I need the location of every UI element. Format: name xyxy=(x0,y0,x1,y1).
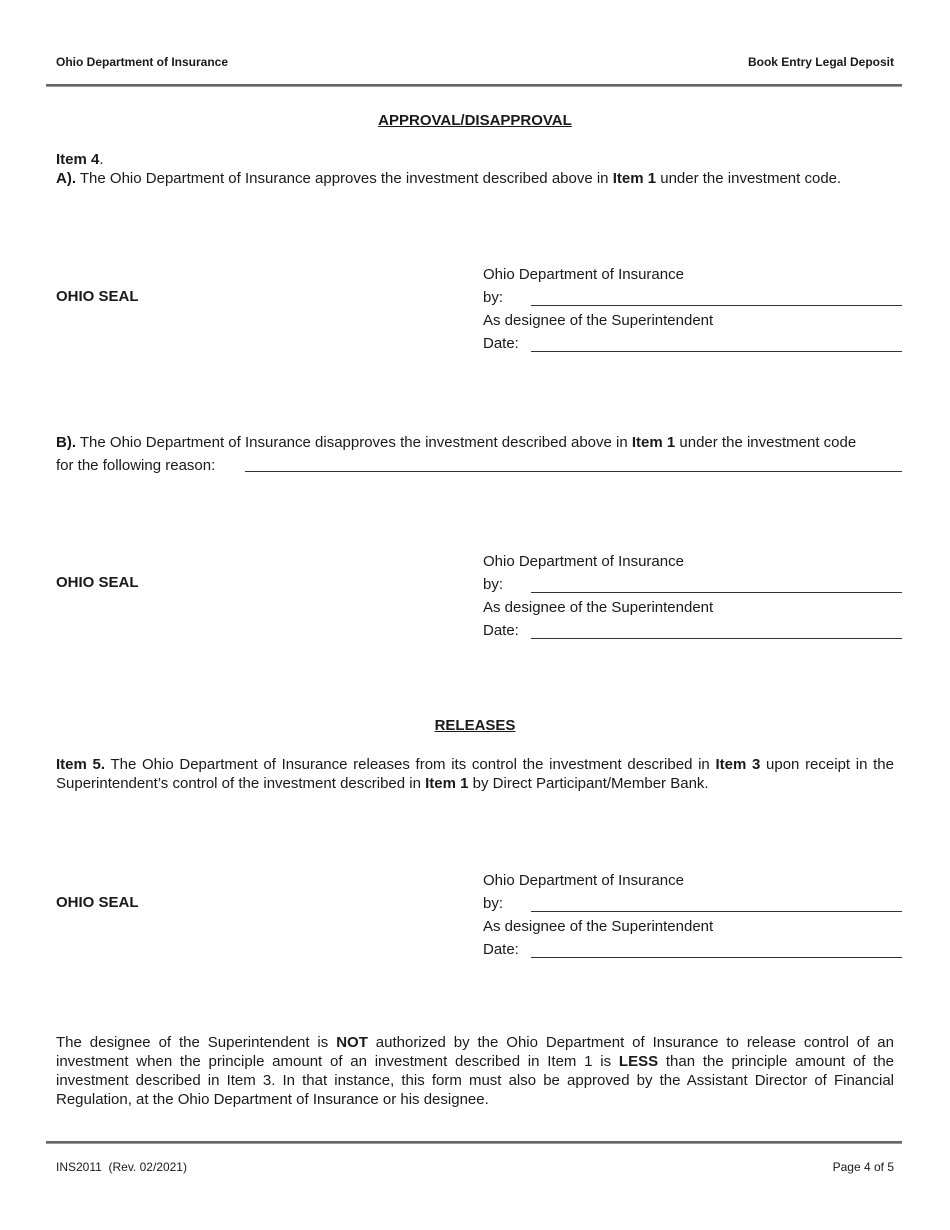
disapproval-reason-field[interactable] xyxy=(245,471,902,472)
item4-paragraph xyxy=(56,150,894,188)
approval-a-label: A). xyxy=(56,170,76,187)
approval-b-text-1: The Ohio Department of Insurance disapproves the investment described above in xyxy=(76,434,632,451)
footer-divider xyxy=(46,1141,902,1144)
sig1-by-label: by: xyxy=(483,289,504,306)
item4-label: Item 4 xyxy=(56,151,100,168)
approval-b-label: B). xyxy=(56,434,76,451)
ohio-seal-2: OHIO SEAL xyxy=(56,574,139,591)
sig1-date-field[interactable] xyxy=(531,351,902,352)
item5-text-3: by Direct Participant/Member Bank. xyxy=(468,775,709,792)
sig2-date-label: Date: xyxy=(483,622,519,639)
approval-a-text-2: under the investment code. xyxy=(656,170,842,187)
footer-form-id: INS2011 (Rev. 02/2021) xyxy=(56,1160,187,1174)
item5-text-1: The Ohio Department of Insurance releases from its control the investment described in xyxy=(105,756,716,773)
sig3-date-label: Date: xyxy=(483,941,519,958)
sig2-by-label: by: xyxy=(483,576,504,593)
designee-notice xyxy=(56,1033,894,1109)
item5-text-2: upon receipt in the Superintendent’s control of the investment described in xyxy=(56,756,894,792)
ohio-seal-3: OHIO SEAL xyxy=(56,894,139,911)
ohio-seal-1: OHIO SEAL xyxy=(56,288,139,305)
sig1-date-label: Date: xyxy=(483,335,519,352)
item5-label: Item 5. xyxy=(56,756,106,773)
sig1-designee: As designee of the Superintendent xyxy=(483,312,714,329)
item5-item3: Item 3 xyxy=(715,756,761,773)
header-form-title: Book Entry Legal Deposit xyxy=(747,55,894,69)
sig3-org: Ohio Department of Insurance xyxy=(483,872,684,889)
item5-paragraph xyxy=(56,755,894,793)
sig3-by-field[interactable] xyxy=(531,911,902,912)
notice-text-2: authorized by the Ohio Department of Insurance to release control of an investment when the principle amount of an investment described in Item 1 is xyxy=(56,1034,894,1070)
approval-b-text-2: under the investment code xyxy=(675,434,857,451)
approval-a-text-1: The Ohio Department of Insurance approves the investment described above in xyxy=(76,170,613,187)
approval-section-title: APPROVAL/DISAPPROVAL xyxy=(378,112,572,129)
sig1-by-field[interactable] xyxy=(531,305,902,306)
notice-less: LESS xyxy=(618,1053,659,1070)
notice-text-1: The designee of the Superintendent is xyxy=(56,1034,337,1051)
item5-item1: Item 1 xyxy=(425,775,469,792)
sig3-date-field[interactable] xyxy=(531,957,902,958)
notice-not: NOT xyxy=(336,1034,368,1051)
signature-block-1 xyxy=(483,263,902,355)
sig1-org: Ohio Department of Insurance xyxy=(483,266,684,283)
approval-b-item: Item 1 xyxy=(631,434,676,451)
approval-a-item: Item 1 xyxy=(612,170,657,187)
header-agency: Ohio Department of Insurance xyxy=(56,55,229,69)
releases-section-title: RELEASES xyxy=(434,717,516,734)
sig2-by-field[interactable] xyxy=(531,592,902,593)
sig3-designee: As designee of the Superintendent xyxy=(483,918,714,935)
sig3-by-label: by: xyxy=(483,895,504,912)
signature-block-2 xyxy=(483,550,902,642)
footer-page-number: Page 4 of 5 xyxy=(832,1160,894,1174)
sig2-date-field[interactable] xyxy=(531,638,902,639)
sig2-org: Ohio Department of Insurance xyxy=(483,553,684,570)
sig2-designee: As designee of the Superintendent xyxy=(483,599,714,616)
approval-b-reason-label: for the following reason: xyxy=(56,457,216,474)
item4-suffix: . xyxy=(99,151,104,168)
header-divider xyxy=(46,84,902,87)
notice-text-3: than the principle amount of the investment described in Item 3. In that instance, this form must also be approved by the Assistant Director of Financial Regulation, at the Ohio Department of Insurance or his designee. xyxy=(56,1053,894,1108)
signature-block-3 xyxy=(483,869,902,961)
